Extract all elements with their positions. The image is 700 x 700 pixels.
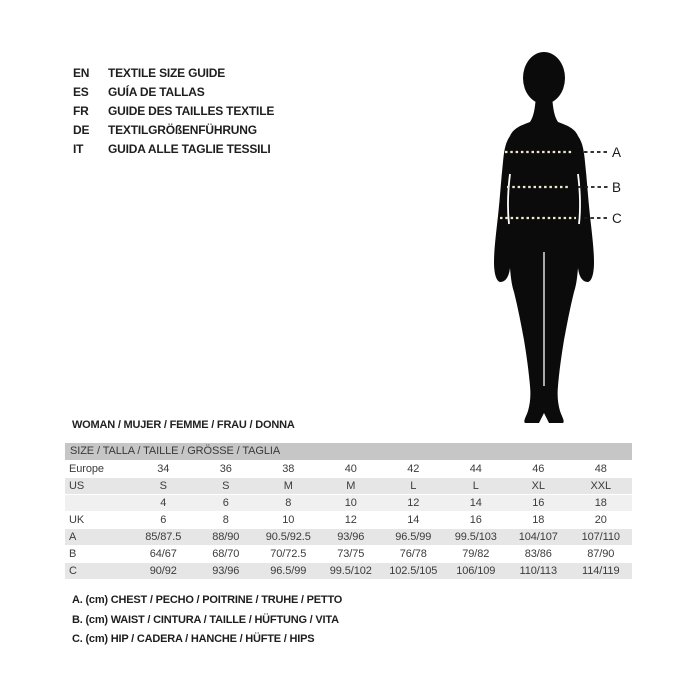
table-row [65,528,632,545]
table-cell: 90/92 [149,565,177,577]
language-row-es [73,83,274,102]
size-table-body [65,460,632,579]
language-title: GUÍA DE TALLAS [108,85,205,99]
table-cell: 99.5/102 [329,565,372,577]
table-cell: 99.5/103 [454,531,497,543]
table-cell: 18 [594,497,607,509]
table-row-label: B [69,548,77,560]
legend-line-hip: C. (cm) HIP / CADERA / HANCHE / HÜFTE / HIPS [72,633,315,645]
table-cell: M [283,480,293,492]
table-cell: 68/70 [212,548,240,560]
legend-line-chest: A. (cm) CHEST / PECHO / POITRINE / TRUHE / PETTO [72,594,343,606]
table-cell: 107/110 [581,531,620,543]
table-cell: 96.5/99 [270,565,307,577]
table-row [65,494,632,511]
table-cell: XXL [590,480,611,492]
table-row-label: C [69,565,77,577]
language-code: DE [73,123,90,137]
table-cell: 44 [469,463,482,475]
table-row-label: US [69,480,85,492]
table-cell: L [472,480,479,492]
table-cell: S [159,480,167,492]
table-cell: 6 [222,497,229,509]
measurement-legend [72,591,342,650]
language-title: TEXTILE SIZE GUIDE [108,66,226,80]
table-row-label: Europe [69,463,104,475]
table-cell: 70/72.5 [270,548,307,560]
table-cell: 83/86 [524,548,552,560]
woman-silhouette-figure [460,40,700,440]
table-cell: 110/113 [519,565,557,577]
table-row-label: UK [69,514,85,526]
table-cell: 114/119 [582,565,620,577]
marker-label-c: C [612,211,622,226]
table-cell: 14 [407,514,420,526]
table-cell: 79/82 [462,548,490,560]
size-table [65,443,632,579]
language-row-en [73,64,274,83]
table-cell: 6 [160,514,167,526]
language-code: ES [73,85,89,99]
table-cell: 40 [344,463,357,475]
table-row [65,545,632,562]
table-cell: 10 [282,514,295,526]
size-table-header: SIZE / TALLA / TAILLE / GRÖSSE / TAGLIA [65,443,632,460]
table-cell: 64/67 [149,548,177,560]
table-cell: 85/87.5 [145,531,182,543]
table-cell: 88/90 [212,531,240,543]
table-cell: 34 [157,463,170,475]
table-cell: L [410,480,417,492]
language-guide-block [73,64,274,159]
table-cell: 90.5/92.5 [265,531,311,543]
table-cell: 93/96 [337,531,365,543]
language-code: FR [73,104,89,118]
language-title: TEXTILGRÖßENFÜHRUNG [108,123,257,137]
table-cell: 96.5/99 [395,531,432,543]
table-row [65,562,632,579]
table-cell: 87/90 [587,548,615,560]
table-cell: M [346,480,356,492]
table-cell: 76/78 [399,548,427,560]
table-row [65,511,632,528]
table-cell: 16 [469,514,482,526]
table-cell: S [222,480,230,492]
table-cell: XL [531,480,545,492]
table-cell: 73/75 [337,548,365,560]
table-cell: 8 [285,497,292,509]
table-cell: 106/109 [456,565,496,577]
marker-label-b: B [612,180,622,195]
table-cell: 36 [219,463,232,475]
legend-line-waist: B. (cm) WAIST / CINTURA / TAILLE / HÜFTUNG / VITA [72,613,339,626]
language-code: EN [73,66,90,80]
marker-label-a: A [612,145,622,160]
table-row [65,477,632,494]
language-row-it [73,140,274,159]
language-code: IT [73,142,84,156]
table-cell: 16 [532,497,545,509]
woman-silhouette [494,52,594,423]
table-cell: 4 [160,497,167,509]
language-title: GUIDA ALLE TAGLIE TESSILI [108,142,271,156]
section-title-woman: WOMAN / MUJER / FEMME / FRAU / DONNA [72,419,295,431]
table-cell: 104/107 [518,531,558,543]
table-cell: 10 [344,497,357,509]
table-cell: 48 [594,463,607,475]
table-cell: 8 [222,514,229,526]
table-cell: 20 [594,514,607,526]
language-row-de [73,121,274,140]
table-cell: 93/96 [212,565,240,577]
language-row-fr [73,102,274,121]
table-row-label [65,495,132,511]
language-title: GUIDE DES TAILLES TEXTILE [108,104,275,118]
table-row [65,460,632,477]
table-cell: 46 [532,463,545,475]
table-cell: 18 [532,514,545,526]
table-cell: 12 [344,514,357,526]
table-cell: 42 [407,463,420,475]
table-cell: 12 [407,497,420,509]
table-cell: 14 [469,497,482,509]
table-cell: 38 [282,463,295,475]
table-cell: 102.5/105 [389,565,438,577]
table-row-label: A [69,531,77,543]
